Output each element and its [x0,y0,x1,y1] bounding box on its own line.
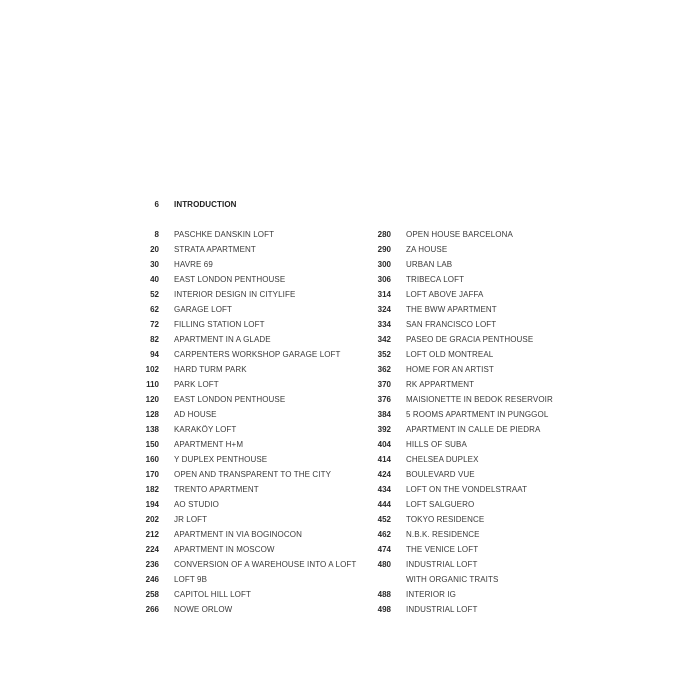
entry-title: JR LOFT [174,515,208,524]
page-number: 314 [377,290,391,299]
entry-title: INTERIOR IG [406,590,456,599]
page-number: 266 [145,605,159,614]
page-number: 362 [377,365,391,374]
page-number: 334 [377,320,391,329]
entry-title: THE VENICE LOFT [406,545,479,554]
entry-title: EAST LONDON PENTHOUSE [174,275,286,284]
entry-title: OPEN AND TRANSPARENT TO THE CITY [174,470,332,479]
entry-title: ZA HOUSE [406,245,448,254]
entry-title: KARAKÖY LOFT [174,425,237,434]
entry-title: LOFT ABOVE JAFFA [406,290,484,299]
page-number: 94 [150,350,159,359]
page-number: 498 [377,605,391,614]
entry-title: GARAGE LOFT [174,305,232,314]
page-number: 452 [377,515,391,524]
entry-title: OPEN HOUSE BARCELONA [406,230,513,239]
entry-title: HOME FOR AN ARTIST [406,365,494,374]
page-number: 82 [150,335,159,344]
entry-title: APARTMENT IN VIA BOGINOCON [174,530,302,539]
page-number: 480 [377,560,391,569]
page-number: 462 [377,530,391,539]
page-number: 392 [377,425,391,434]
entry-title: AD HOUSE [174,410,217,419]
page-number: 120 [145,395,159,404]
entry-title: APARTMENT IN A GLADE [174,335,271,344]
page-number: 258 [145,590,159,599]
entry-title: APARTMENT H+M [174,440,244,449]
entry-title: LOFT ON THE VONDELSTRAAT [406,485,528,494]
entry-title: EAST LONDON PENTHOUSE [174,395,286,404]
page-number: 182 [145,485,159,494]
page-number: 236 [145,560,159,569]
page-number: 224 [145,545,159,554]
entry-title: APARTMENT IN CALLE DE PIEDRA [406,425,541,434]
entry-title: RK APPARTMENT [406,380,475,389]
entry-title: INDUSTRIAL LOFT [406,605,478,614]
page-number: 444 [377,500,391,509]
page-number: 110 [146,380,159,389]
page-number: 424 [377,470,391,479]
entry-title: Y DUPLEX PENTHOUSE [174,455,268,464]
page-number: 384 [377,410,391,419]
page-number: 300 [377,260,391,269]
entry-title: STRATA APARTMENT [174,245,256,254]
page-number: 62 [150,305,159,314]
page-number: 280 [377,230,391,239]
entry-title: TRIBECA LOFT [406,275,465,284]
page-number: 194 [145,500,159,509]
entry-title: MAISIONETTE IN BEDOK RESERVOIR [406,395,553,404]
entry-title: INTERIOR DESIGN IN CITYLIFE [174,290,296,299]
entry-title: PASEO DE GRACIA PENTHOUSE [406,335,534,344]
page-number: 352 [377,350,391,359]
page-number: 434 [377,485,391,494]
page-number: 474 [377,545,391,554]
entry-title: LOFT 9B [174,575,208,584]
entry-title: NOWE ORLOW [174,605,233,614]
entry-title: HARD TURM PARK [174,365,247,374]
entry-title: APARTMENT IN MOSCOW [174,545,275,554]
entry-title: LOFT SALGUERO [406,500,475,509]
entry-title: FILLING STATION LOFT [174,320,265,329]
entry-title: LOFT OLD MONTREAL [406,350,494,359]
page-number: 376 [377,395,391,404]
entry-title: HILLS OF SUBA [406,440,467,449]
page-number: 40 [150,275,159,284]
page-number: 488 [377,590,391,599]
entry-title: N.B.K. RESIDENCE [406,530,480,539]
page-number: 290 [377,245,391,254]
page-number: 128 [145,410,159,419]
page-number: 342 [377,335,391,344]
entry-title: AO STUDIO [174,500,219,509]
entry-title: WITH ORGANIC TRAITS [406,575,499,584]
page-number: 102 [145,365,159,374]
page-number: 8 [154,230,159,239]
entry-title: CAPITOL HILL LOFT [174,590,251,599]
page-number: 138 [145,425,159,434]
page-number: 212 [145,530,159,539]
page-number: 20 [150,245,159,254]
entry-title: THE BWW APARTMENT [406,305,497,314]
entry-title: PASCHKE DANSKIN LOFT [174,230,275,239]
entry-title: TOKYO RESIDENCE [406,515,485,524]
page-number: 6 [154,200,159,209]
page-number: 202 [145,515,159,524]
entry-title: CHELSEA DUPLEX [406,455,479,464]
page-number: 170 [145,470,159,479]
page-number: 306 [377,275,391,284]
page-number: 246 [145,575,159,584]
entry-title: CARPENTERS WORKSHOP GARAGE LOFT [174,350,341,359]
entry-title: PARK LOFT [174,380,219,389]
page-number: 324 [377,305,391,314]
entry-title: SAN FRANCISCO LOFT [406,320,497,329]
page-number: 160 [145,455,159,464]
entry-title: INDUSTRIAL LOFT [406,560,478,569]
entry-title: INTRODUCTION [174,200,237,209]
entry-title: URBAN LAB [406,260,453,269]
entry-title: CONVERSION OF A WAREHOUSE INTO A LOFT [174,560,357,569]
page-number: 404 [377,440,391,449]
entry-title: 5 ROOMS APARTMENT IN PUNGGOL [406,410,549,419]
entry-title: TRENTO APARTMENT [174,485,259,494]
page-number: 150 [145,440,159,449]
entry-title: HAVRE 69 [174,260,213,269]
page-number: 414 [377,455,391,464]
page-number: 370 [377,380,391,389]
page-number: 30 [150,260,159,269]
page-number: 72 [150,320,159,329]
entry-title: BOULEVARD VUE [406,470,475,479]
page-number: 52 [150,290,159,299]
